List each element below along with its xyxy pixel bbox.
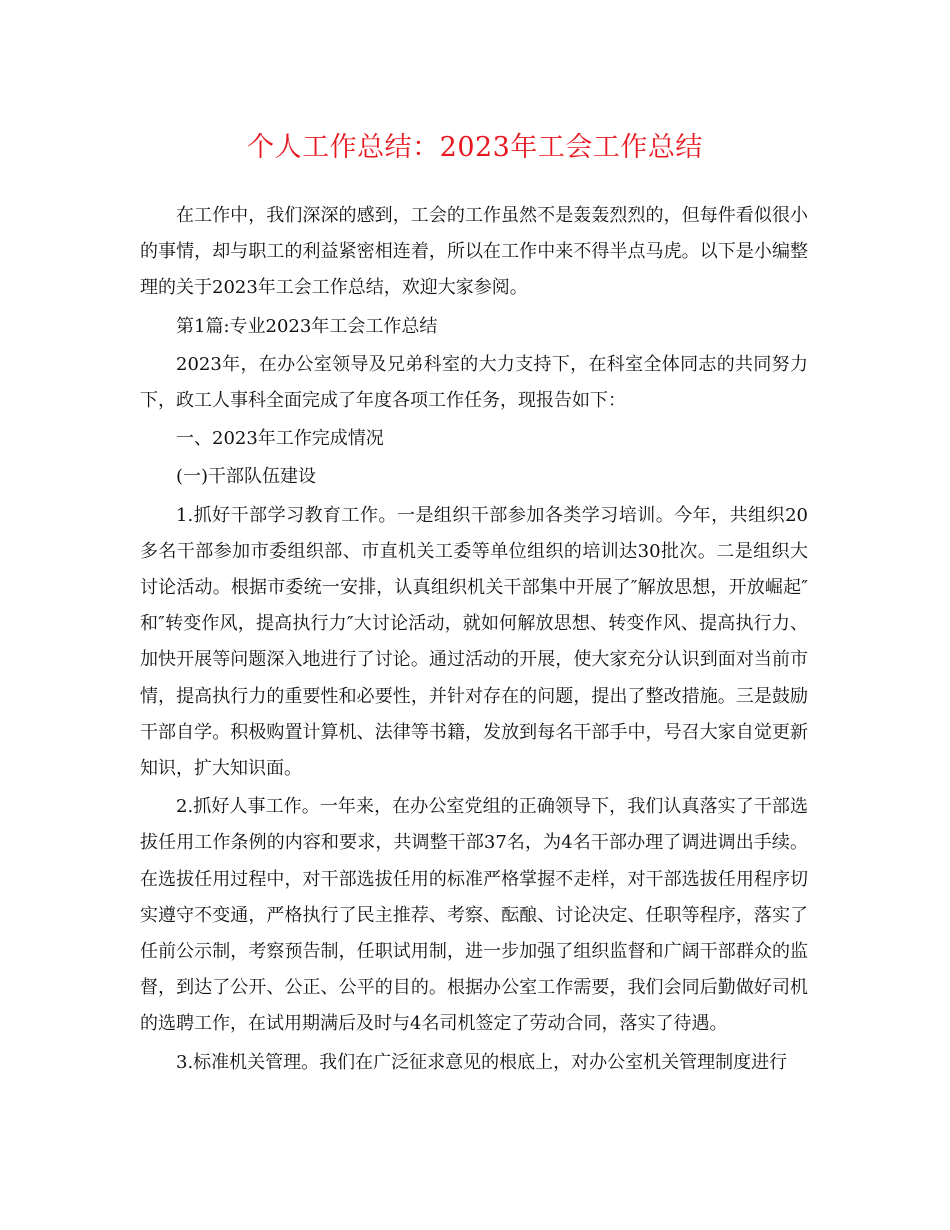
section-heading-part-1: 第1篇:专业2023年工会工作总结	[176, 315, 438, 337]
paragraph-management: 3.标准机关管理。我们在广泛征求意见的根底上，对办公室机关管理制度进行	[176, 1051, 788, 1073]
overview-paragraph: 2023年，在办公室领导及兄弟科室的大力支持下，在科室全体同志的共同努力下，政工人事科全面完成了年度各项工作任务，现报告如下：	[140, 353, 808, 412]
document-body	[140, 198, 808, 1083]
subsection-heading-cadre: (一)干部队伍建设	[176, 466, 317, 488]
section-heading-completion: 一、2023年工作完成情况	[176, 428, 384, 450]
document-title: 个人工作总结：2023年工会工作总结	[247, 132, 703, 163]
paragraph-personnel: 2.抓好人事工作。一年来，在办公室党组的正确领导下，我们认真落实了干部选拔任用工作条例的内容和要求，共调整干部37名，为4名干部办理了调进调出手续。在选拔任用过程中，对干部选拔任用的标准严格掌握不走样，对干部选拔任用程序切实遵守不变通，严格执行了民主推荐、考察、酝酿、讨论决定、任职等程序，落实了任前公示制，考察预告制，任职试用制，进一步加强了组织监督和广阔干部群众的监督，到达了公开、公正、公平的目的。根据办公室工作需要，我们会同后勤做好司机的选聘工作，在试用期满后及时与4名司机签定了劳动合同，落实了待遇。	[140, 796, 808, 1035]
intro-paragraph: 在工作中，我们深深的感到，工会的工作虽然不是轰轰烈烈的，但每件看似很小的事情，却与职工的利益紧密相连着，所以在工作中来不得半点马虎。以下是小编整理的关于2023年工会工作总结，欢迎大家参阅。	[140, 205, 808, 299]
paragraph-education: 1.抓好干部学习教育工作。一是组织干部参加各类学习培训。今年，共组织20多名干部参加市委组织部、市直机关工委等单位组织的培训达30批次。二是组织大讨论活动。根据市委统一安排，认真组织机关干部集中开展了″解放思想，开放崛起″和″转变作风，提高执行力″大讨论活动，就如何解放思想、转变作风、提高执行力、加快开展等问题深入地进行了讨论。通过活动的开展，使大家充分认识到面对当前市情，提高执行力的重要性和必要性，并针对存在的问题，提出了整改措施。三是鼓励干部自学。积极购置计算机、法律等书籍，发放到每名干部手中，号召大家自觉更新知识，扩大知识面。	[140, 504, 808, 780]
